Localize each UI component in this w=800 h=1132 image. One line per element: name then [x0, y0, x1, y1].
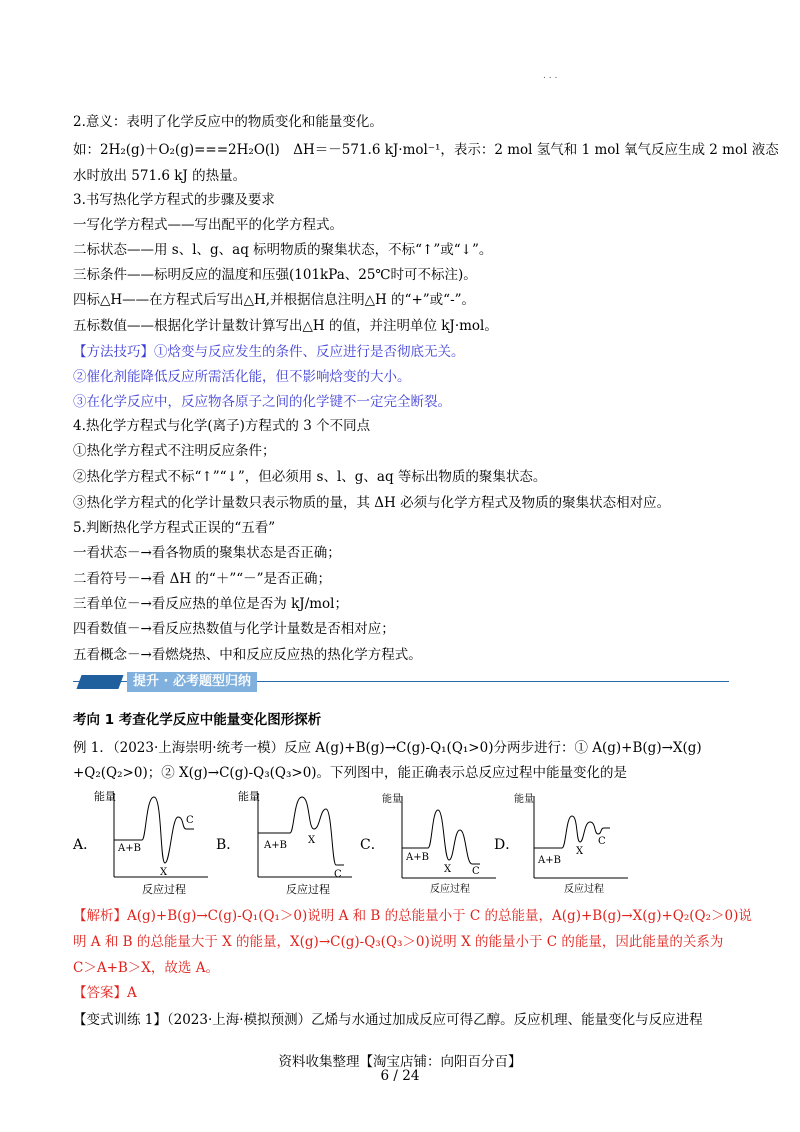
text-line: 四标△H——在方程式后写出△H,并根据信息注明△H 的“+”或“-”。 [73, 292, 476, 308]
option-d-x: X [576, 846, 584, 857]
section-banner [73, 672, 729, 692]
option-a-xlabel: 反应过程 [142, 883, 186, 896]
text-line: 2.意义：表明了化学反应中的物质变化和能量变化。 [73, 114, 383, 130]
option-b-label: B． [216, 837, 241, 853]
text-line: 二标状态——用 s、l、g、aq 标明物质的聚集状态，不标“↑”或“↓”。 [73, 242, 493, 258]
option-a-x: X [160, 867, 168, 878]
option-a-ab: A+B [118, 843, 141, 854]
analysis-text: 【解析】A(g)+B(g)→C(g)-Q₁(Q₁＞0)说明 A 和 B 的总能量小于 C 的总能量，A(g)+B(g)→X(g)+Q₂(Q₂＞0)说 [73, 908, 752, 924]
method-tip: 【方法技巧】①焓变与反应发生的条件、反应进行是否彻底无关。 [73, 344, 465, 360]
banner-block [76, 675, 123, 689]
option-a-c: C [186, 815, 194, 826]
text-line: 一看状态－→看各物质的聚集状态是否正确； [73, 545, 341, 561]
text-line: 如：2H₂(g)＋O₂(g)===2H₂O(l) ΔH＝－571.6 kJ·mol⁻¹，表示：2 mol 氢气和 1 mol 氧气反应生成 2 mol 液态 [73, 142, 779, 158]
option-c-graph [380, 790, 500, 900]
option-c-c: C [472, 866, 480, 877]
page-number: 6 / 24 [380, 1068, 420, 1084]
option-a-label: A． [73, 837, 98, 853]
example-question: +Q₂(Q₂>0)；② X(g)→C(g)-Q₃(Q₃>0)。下列图中，能正确表示总反应过程中能量变化的是 [73, 765, 628, 781]
option-c-label: C． [360, 837, 385, 853]
heading-five-checks: 5.判断热化学方程式正误的“五看” [73, 520, 276, 536]
section-title: 考向 1 考查化学反应中能量变化图形探析 [73, 712, 322, 728]
option-c-ab: A+B [406, 852, 429, 863]
text-line: 五标数值——根据化学计量数计算写出△H 的值，并注明单位 kJ·mol。 [73, 318, 498, 334]
option-c-ylabel: 能量 [382, 794, 402, 805]
option-d-ylabel: 能量 [514, 794, 534, 805]
option-b-x: X [308, 835, 316, 846]
option-d-c: C [598, 836, 606, 847]
answer-text: 【答案】A [73, 985, 137, 1001]
text-line: 三看单位－→看反应热的单位是否为 kJ/mol； [73, 596, 348, 612]
method-tip: ②催化剂能降低反应所需活化能，但不影响焓变的大小。 [73, 369, 411, 385]
option-d-graph [512, 790, 632, 900]
heading-steps: 3.书写热化学方程式的步骤及要求 [73, 192, 275, 208]
option-b-ylabel: 能量 [238, 790, 260, 803]
example-question: 例 1．（2023·上海崇明·统考一模）反应 A(g)+B(g)→C(g)-Q₁(Q₁>0)分两步进行：① A(g)+B(g)→X(g) [73, 740, 702, 756]
analysis-text: 明 A 和 B 的总能量大于 X 的能量，X(g)→C(g)-Q₃(Q₃＞0)说明 X 的能量小于 C 的能量，因此能量的关系为 [73, 934, 724, 950]
text-line: 三标条件——标明反应的温度和压强(101kPa、25℃时可不标注)。 [73, 267, 477, 283]
option-d-ab: A+B [538, 855, 561, 866]
option-b-graph [236, 785, 356, 901]
method-tip: ③在化学反应中，反应物各原子之间的化学键不一定完全断裂。 [73, 394, 451, 410]
banner-title: 提升 · 必考题型归纳 [127, 672, 257, 692]
option-b-ab: A+B [264, 840, 287, 851]
text-line: 四看数值－→看反应热数值与化学计量数是否相对应； [73, 621, 395, 637]
option-b-xlabel: 反应过程 [286, 883, 330, 896]
text-line: 五看概念－→看燃烧热、中和反应反应热的热化学方程式。 [73, 647, 422, 663]
heading-differences: 4.热化学方程式与化学(离子)方程式的 3 个不同点 [73, 418, 371, 434]
option-a-graph [92, 785, 212, 901]
option-a-ylabel: 能量 [94, 790, 116, 803]
footer-source: 资料收集整理【淘宝店铺：向阳百分百】 [278, 1054, 522, 1070]
option-d-xlabel: 反应过程 [564, 884, 604, 895]
option-c-x: X [444, 864, 452, 875]
text-line: ②热化学方程式不标“↑”“↓”，但必须用 s、l、g、aq 等标出物质的聚集状态。 [73, 469, 547, 485]
text-line: 一写化学方程式——写出配平的化学方程式。 [73, 217, 343, 233]
variant-question: 【变式训练 1】（2023·上海·模拟预测）乙烯与水通过加成反应可得乙醇。反应机理、能量变化与反应进程 [73, 1012, 703, 1028]
text-line: ①热化学方程式不注明反应条件； [73, 443, 276, 459]
text-line: 二看符号－→看 ΔH 的“＋”“－”是否正确； [73, 571, 332, 587]
option-d-label: D． [494, 837, 520, 853]
analysis-text: C＞A+B＞X，故选 A。 [73, 960, 219, 976]
header-dots: . . . [543, 71, 558, 81]
option-c-xlabel: 反应过程 [430, 884, 470, 895]
text-line: ③热化学方程式的化学计量数只表示物质的量，其 ΔH 必须与化学方程式及物质的聚集状态相对应。 [73, 495, 671, 511]
text-line: 水时放出 571.6 kJ 的热量。 [73, 168, 247, 184]
option-b-c: C [334, 869, 342, 880]
